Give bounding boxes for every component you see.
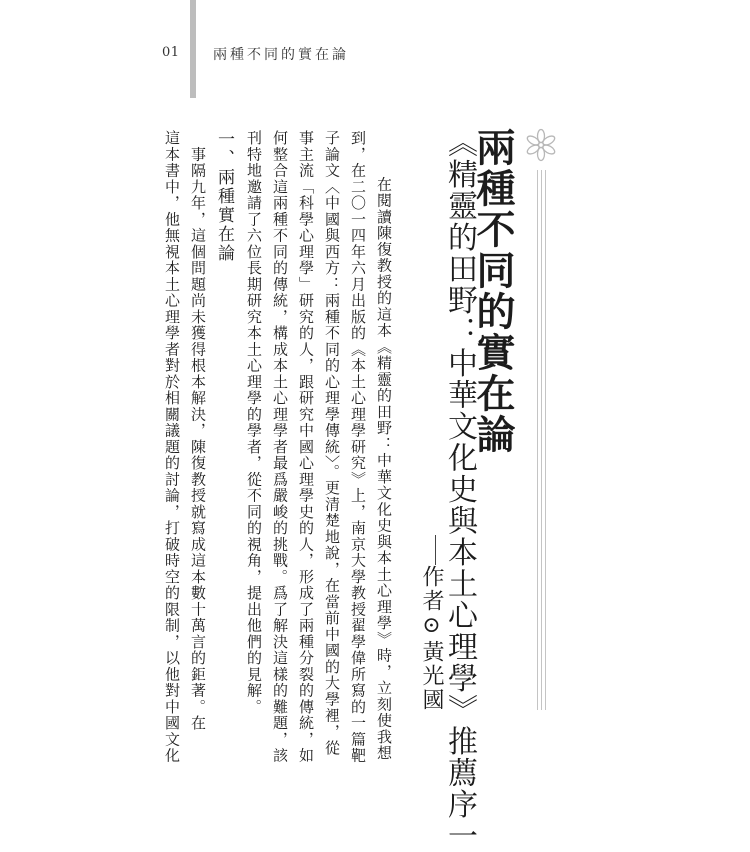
chapter-title: 兩種不同的實在論 [470, 127, 516, 455]
running-head: 兩種不同的實在論 [213, 47, 349, 63]
body-line: 何整合這兩種不同的傳統，構成本土心理學者最爲嚴峻的挑戰。爲了解決這樣的難題，該 [271, 130, 289, 764]
body-line: 在閱讀陳復教授的這本《精靈的田野：中華文化史與本土心理學》時，立刻使我想 [375, 160, 393, 762]
body-line: 子論文〈中國與西方：兩種不同的心理學傳統〉。更清楚地說，在當前中國的大學裡，從 [323, 130, 341, 757]
page-number: 01 [162, 45, 180, 60]
side-decorative-rule [537, 170, 546, 710]
body-line: 這本書中，他無視本土心理學者對於相關議題的討論，打破時空的限制，以他對中國文化 [163, 130, 181, 764]
section-heading: 一、兩種實在論 [214, 130, 234, 263]
flower-emblem-icon [524, 128, 558, 162]
header-rule [190, 0, 196, 98]
author-divider [435, 535, 436, 565]
body-line: 事隔九年，這個問題尚未獲得根本解決，陳復教授就寫成這本數十萬言的鉅著。在 [189, 130, 207, 732]
body-line: 事主流「科學心理學」研究的人，跟研究中國心理學史的人，形成了兩種分裂的傳統，如 [297, 130, 315, 764]
author-byline: 作者⊙黃光國 [419, 565, 444, 712]
body-line: 到，在二〇一四年六月出版的《本土心理學研究》上，南京大學教授翟學偉所寫的一篇靶 [349, 130, 367, 764]
chapter-subtitle: 《精靈的田野：中華文化史與本土心理學》推薦序一 [442, 127, 477, 852]
body-line: 刊特地邀請了六位長期研究本土心理學的學者，從不同的視角，提出他們的見解。 [245, 130, 263, 715]
